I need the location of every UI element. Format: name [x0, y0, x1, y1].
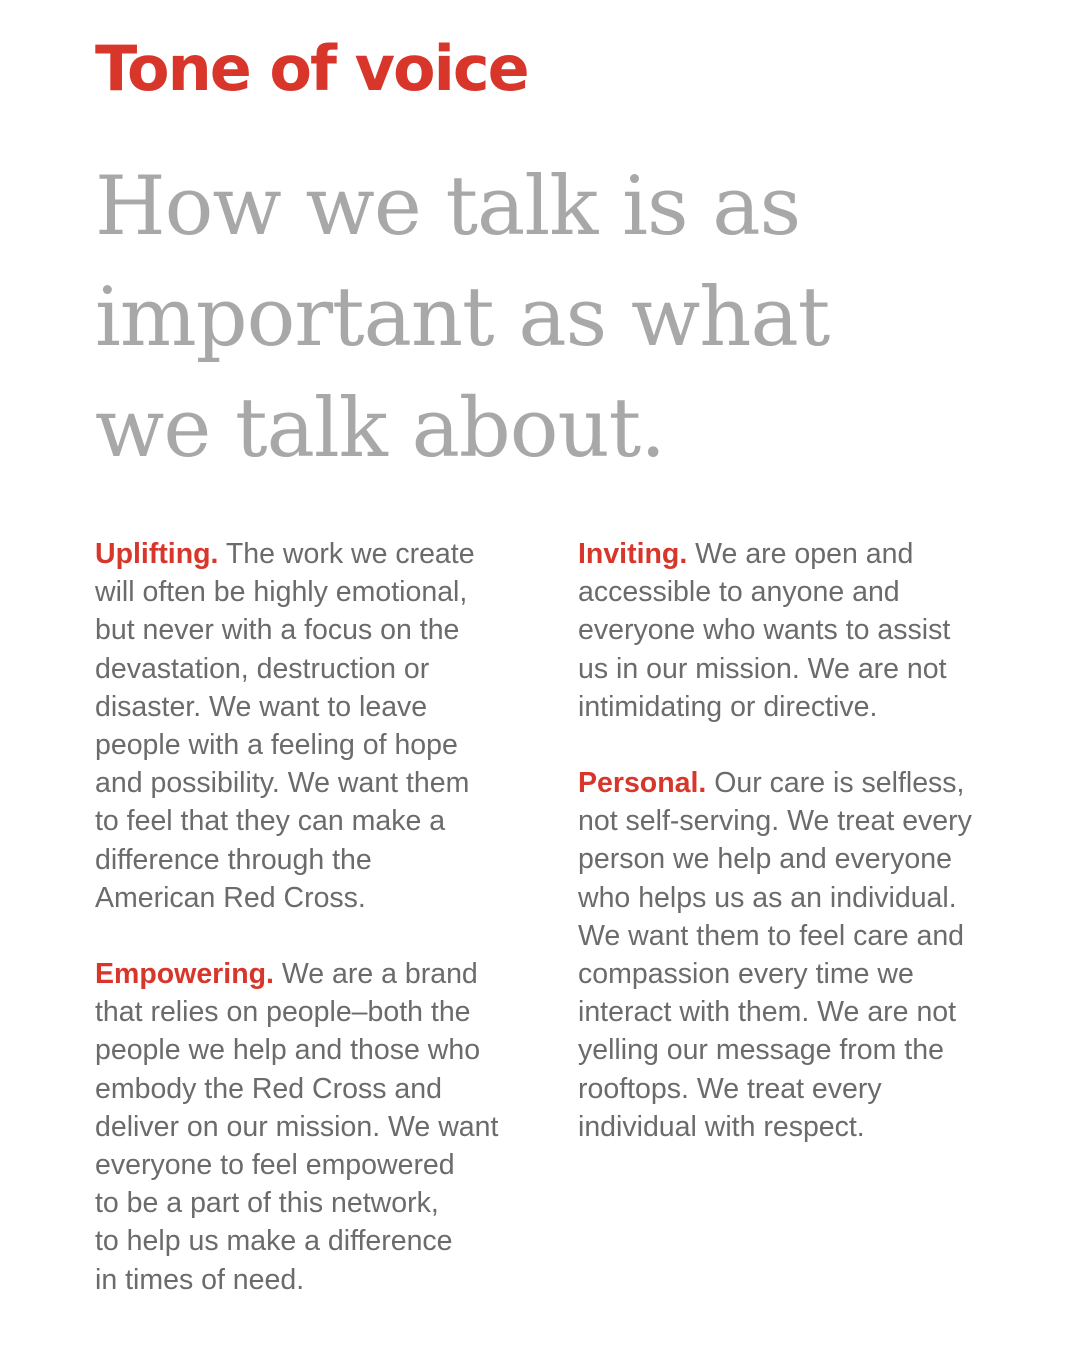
text-line	[578, 535, 1018, 573]
text-fragment: We are a brand	[273, 958, 478, 991]
headline	[95, 152, 995, 485]
left-column	[95, 535, 535, 1337]
empowering-label: Empowering.	[95, 958, 274, 991]
text-line: interact with them. We are not	[578, 996, 957, 1029]
inviting-label: Inviting.	[578, 538, 688, 570]
text-line: devastation, destruction or	[95, 652, 430, 685]
text-line	[578, 764, 1018, 802]
empowering-paragraph	[95, 955, 535, 1299]
page-title: Tone of voice	[95, 32, 528, 105]
text-line: embody the Red Cross and	[95, 1072, 442, 1105]
text-line: who helps us as an individual.	[578, 881, 957, 914]
headline-line: important as what	[95, 271, 830, 365]
headline-line: we talk about.	[95, 382, 665, 476]
text-line: compassion every time we	[578, 958, 914, 991]
uplifting-paragraph	[95, 535, 535, 917]
text-line: people we help and those who	[95, 1034, 481, 1067]
text-line: to help us make a difference	[95, 1225, 453, 1258]
text-line: to feel that they can make a	[95, 805, 446, 838]
text-line: deliver on our mission. We want	[95, 1110, 499, 1143]
text-line: that relies on people–both the	[95, 996, 471, 1029]
right-column	[578, 535, 1018, 1184]
text-fragment: The work we create	[218, 538, 475, 570]
text-line: in times of need.	[95, 1263, 305, 1296]
text-line: intimidating or directive.	[578, 690, 878, 723]
text-line: but never with a focus on the	[95, 614, 460, 647]
headline-line: How we talk is as	[95, 160, 801, 254]
uplifting-label: Uplifting.	[95, 538, 219, 570]
text-line: to be a part of this network,	[95, 1187, 439, 1220]
personal-label: Personal.	[578, 767, 707, 800]
text-line: people with a feeling of hope	[95, 729, 458, 762]
text-line: rooftops. We treat every	[578, 1072, 882, 1105]
text-line	[95, 535, 535, 573]
inviting-paragraph	[578, 535, 1018, 726]
text-fragment: Our care is selfless,	[706, 767, 965, 800]
text-line: individual with respect.	[578, 1110, 865, 1143]
text-line: We want them to feel care and	[578, 919, 965, 952]
text-line: everyone who wants to assist	[578, 614, 951, 647]
text-line: person we help and everyone	[578, 843, 952, 876]
text-line: American Red Cross.	[95, 881, 366, 914]
text-line: and possibility. We want them	[95, 767, 470, 800]
text-fragment: We are open and	[687, 538, 914, 570]
text-line: not self-serving. We treat every	[578, 805, 972, 838]
personal-paragraph	[578, 764, 1018, 1146]
text-line: will often be highly emotional,	[95, 576, 468, 609]
text-line: yelling our message from the	[578, 1034, 944, 1067]
text-line: accessible to anyone and	[578, 576, 900, 609]
text-line: us in our mission. We are not	[578, 652, 947, 685]
text-line: everyone to feel empowered	[95, 1149, 455, 1182]
text-line: difference through the	[95, 843, 372, 876]
text-line: disaster. We want to leave	[95, 690, 428, 723]
text-line	[95, 955, 535, 993]
